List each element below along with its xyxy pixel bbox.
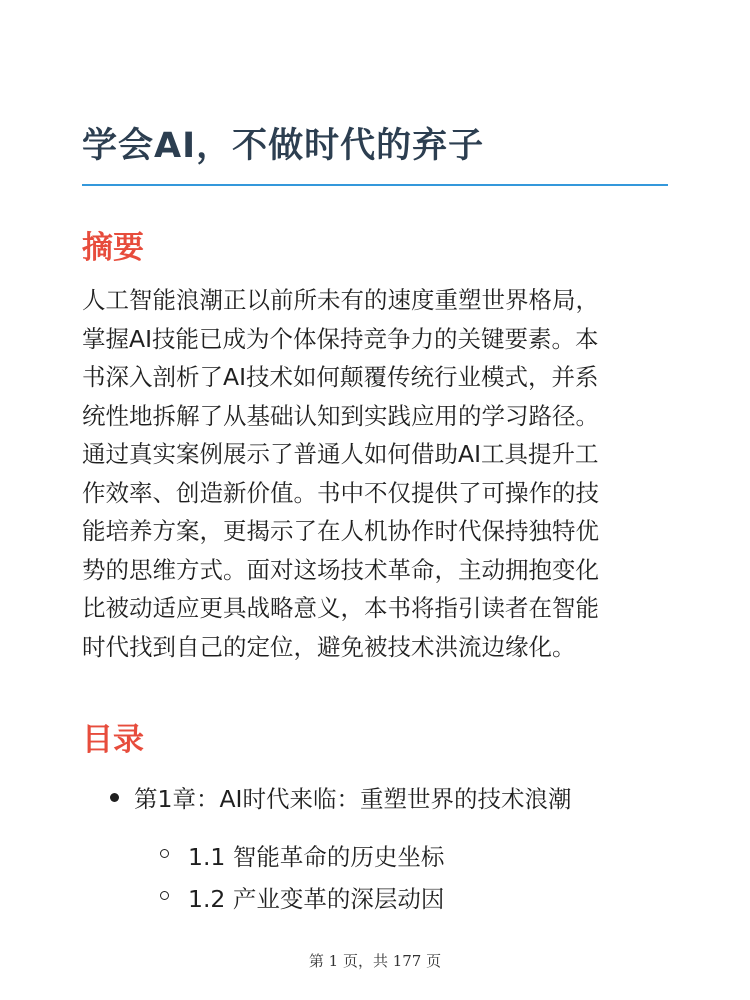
- toc-heading: 目录: [82, 722, 144, 758]
- document-title: 学会AI，不做时代的弃子: [82, 126, 485, 166]
- toc-section-1-2[interactable]: [160, 880, 444, 914]
- toc-chapter-1-label: 第1章：AI时代来临：重塑世界的技术浪潮: [134, 785, 572, 813]
- toc-chapter-1[interactable]: [110, 780, 571, 814]
- abstract-body: [82, 281, 682, 666]
- abstract-line: 作效率、创造新价值。书中不仅提供了可操作的技: [82, 478, 599, 507]
- toc-section-1-2-label: 1.2 产业变革的深层动因: [188, 885, 445, 913]
- toc-section-1-1[interactable]: [160, 838, 444, 872]
- abstract-line: 书深入剖析了AI技术如何颠覆传统行业模式，并系: [82, 363, 599, 391]
- title-divider: [82, 184, 668, 186]
- abstract-line: 通过真实案例展示了普通人如何借助AI工具提升工: [82, 440, 599, 468]
- toc-section-1-1-label: 1.1 智能革命的历史坐标: [188, 843, 445, 871]
- filled-bullet-icon: [110, 793, 119, 802]
- hollow-bullet-icon: [160, 849, 169, 858]
- abstract-line: 能培养方案，更揭示了在人机协作时代保持独特优: [82, 517, 599, 545]
- abstract-line: 统性地拆解了从基础认知到实践应用的学习路径。: [82, 401, 599, 430]
- hollow-bullet-icon: [160, 891, 169, 900]
- abstract-heading: 摘要: [82, 230, 144, 266]
- abstract-line: 掌握AI技能已成为个体保持竞争力的关键要素。本: [82, 324, 599, 353]
- page-number-footer: 第 1 页，共 177 页: [308, 952, 442, 970]
- abstract-line: 比被动适应更具战略意义，本书将指引读者在智能: [82, 594, 599, 622]
- abstract-line: 时代找到自己的定位，避免被技术洪流边缘化。: [82, 632, 576, 661]
- abstract-line: 势的思维方式。面对这场技术革命，主动拥抱变化: [82, 555, 599, 584]
- abstract-line: 人工智能浪潮正以前所未有的速度重塑世界格局，: [82, 286, 599, 314]
